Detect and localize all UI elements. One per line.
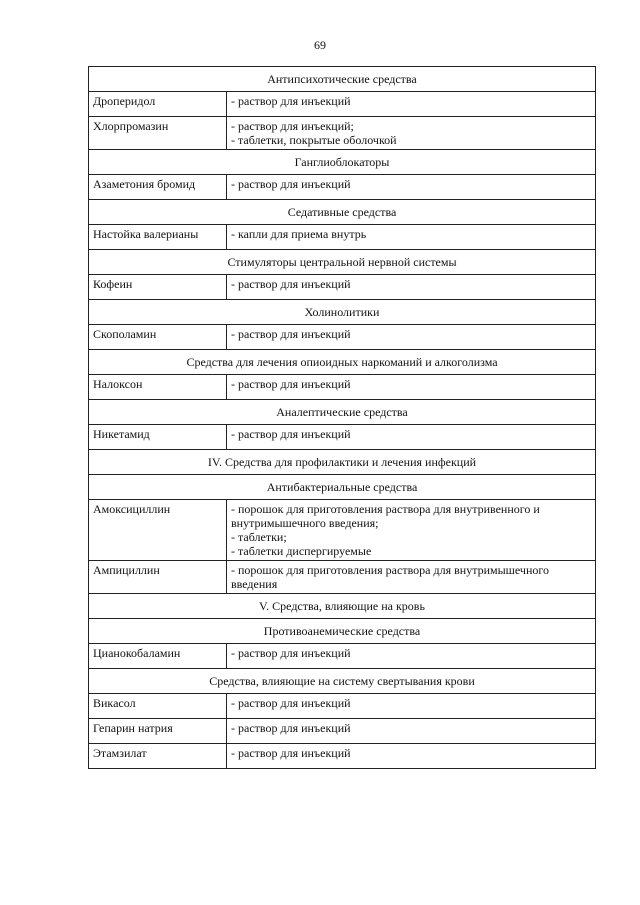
drug-row: [89, 719, 596, 744]
section-header-row: [89, 67, 596, 92]
section-header-row: [89, 594, 596, 619]
section-title: Аналептические средства: [89, 400, 596, 425]
section-header-row: [89, 150, 596, 175]
dosage-forms: [227, 117, 596, 150]
dosage-form: - раствор для инъекций;: [231, 119, 354, 133]
dosage-form: - раствор для инъекций: [231, 94, 351, 108]
dosage-forms: [227, 644, 596, 669]
dosage-form: - таблетки диспергируемые: [231, 544, 372, 558]
dosage-form: - раствор для инъекций: [231, 377, 351, 391]
dosage-form: - порошок для приготовления раствора для внутривенного и внутримышечного введения;: [231, 502, 540, 530]
section-title: Противоанемические средства: [89, 619, 596, 644]
drug-name: Настойка валерианы: [89, 225, 227, 250]
drug-row: [89, 694, 596, 719]
drug-name: Этамзилат: [89, 744, 227, 769]
section-title: Ганглиоблокаторы: [89, 150, 596, 175]
drug-name: Ампициллин: [89, 561, 227, 594]
section-title: V. Средства, влияющие на кровь: [89, 594, 596, 619]
dosage-form: - капли для приема внутрь: [231, 227, 367, 241]
dosage-forms: [227, 719, 596, 744]
drug-name: Скополамин: [89, 325, 227, 350]
section-header-row: [89, 475, 596, 500]
dosage-form: - раствор для инъекций: [231, 427, 351, 441]
drug-row: [89, 175, 596, 200]
section-title: Средства, влияющие на систему свертывания крови: [89, 669, 596, 694]
dosage-form: - раствор для инъекций: [231, 646, 351, 660]
medication-table: [88, 66, 596, 769]
drug-row: [89, 325, 596, 350]
drug-name: Цианокобаламин: [89, 644, 227, 669]
drug-row: [89, 561, 596, 594]
medication-table-body: [89, 67, 596, 769]
drug-row: [89, 92, 596, 117]
drug-name: Никетамид: [89, 425, 227, 450]
dosage-forms: [227, 275, 596, 300]
dosage-forms: [227, 175, 596, 200]
drug-name: Гепарин натрия: [89, 719, 227, 744]
dosage-form: - таблетки;: [231, 530, 287, 544]
drug-row: [89, 744, 596, 769]
dosage-form: - раствор для инъекций: [231, 746, 351, 760]
dosage-forms: [227, 375, 596, 400]
drug-name: Хлорпромазин: [89, 117, 227, 150]
section-header-row: [89, 300, 596, 325]
section-header-row: [89, 350, 596, 375]
dosage-form: - порошок для приготовления раствора для внутримышечного введения: [231, 563, 550, 591]
dosage-forms: [227, 325, 596, 350]
dosage-form: - таблетки, покрытые оболочкой: [231, 133, 397, 147]
dosage-forms: [227, 561, 596, 594]
dosage-form: - раствор для инъекций: [231, 721, 351, 735]
dosage-form: - раствор для инъекций: [231, 696, 351, 710]
section-header-row: [89, 400, 596, 425]
section-header-row: [89, 450, 596, 475]
section-title: Антибактериальные средства: [89, 475, 596, 500]
dosage-forms: [227, 225, 596, 250]
section-title: IV. Средства для профилактики и лечения инфекций: [89, 450, 596, 475]
dosage-form: - раствор для инъекций: [231, 177, 351, 191]
section-header-row: [89, 250, 596, 275]
drug-name: Налоксон: [89, 375, 227, 400]
drug-name: Азаметония бромид: [89, 175, 227, 200]
drug-row: [89, 117, 596, 150]
drug-name: Кофеин: [89, 275, 227, 300]
section-title: Антипсихотические средства: [89, 67, 596, 92]
section-header-row: [89, 200, 596, 225]
section-title: Средства для лечения опиоидных наркоманий и алкоголизма: [89, 350, 596, 375]
page-number: 69: [314, 38, 326, 52]
drug-name: Викасол: [89, 694, 227, 719]
section-header-row: [89, 669, 596, 694]
dosage-form: - раствор для инъекций: [231, 327, 351, 341]
drug-row: [89, 500, 596, 561]
drug-name: Амоксициллин: [89, 500, 227, 561]
dosage-forms: [227, 425, 596, 450]
drug-row: [89, 425, 596, 450]
section-title: Седативные средства: [89, 200, 596, 225]
dosage-form: - раствор для инъекций: [231, 277, 351, 291]
drug-row: [89, 275, 596, 300]
drug-row: [89, 375, 596, 400]
drug-name: Дроперидол: [89, 92, 227, 117]
dosage-forms: [227, 744, 596, 769]
drug-row: [89, 644, 596, 669]
section-title: Холинолитики: [89, 300, 596, 325]
dosage-forms: [227, 500, 596, 561]
section-title: Стимуляторы центральной нервной системы: [89, 250, 596, 275]
section-header-row: [89, 619, 596, 644]
dosage-forms: [227, 694, 596, 719]
drug-row: [89, 225, 596, 250]
dosage-forms: [227, 92, 596, 117]
